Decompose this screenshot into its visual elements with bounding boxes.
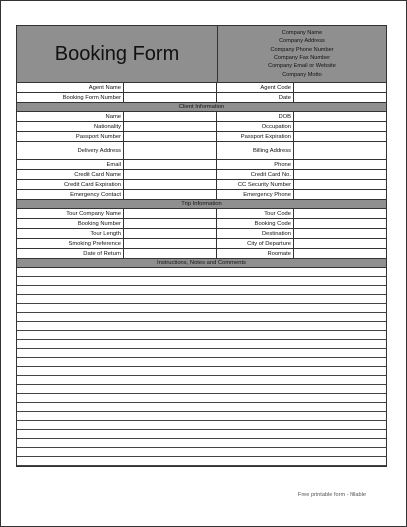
trip-rows (17, 209, 386, 259)
notes-line[interactable] (17, 439, 386, 448)
form-row (17, 142, 386, 160)
notes-line[interactable] (17, 295, 386, 304)
field-input[interactable] (293, 122, 386, 131)
notes-section-header: Instructions, Notes and Comments (17, 259, 386, 268)
field-input[interactable] (123, 190, 217, 199)
field-label: Date of Return (17, 249, 123, 258)
form-header (17, 26, 386, 83)
company-address: Company Address (279, 38, 325, 45)
field-label: Smoking Preference (17, 239, 123, 248)
field-label: CC Security Number (217, 180, 293, 189)
form-row (17, 112, 386, 122)
field-input[interactable] (293, 160, 386, 169)
field-input[interactable] (293, 239, 386, 248)
footer-text: Free printable form - fillable (297, 492, 366, 498)
field-label: Delivery Address (17, 142, 123, 159)
field-input[interactable] (123, 239, 217, 248)
field-label: Name (17, 112, 123, 121)
company-fax: Company Fax Number (273, 55, 331, 61)
field-label: Roomate (217, 249, 293, 258)
field-label: Credit Card No. (217, 170, 293, 179)
form-row (17, 209, 386, 219)
field-label: Destination (217, 229, 293, 238)
notes-line[interactable] (17, 403, 386, 412)
field-input[interactable] (123, 219, 217, 228)
notes-line[interactable] (17, 304, 386, 313)
field-label: Tour Code (217, 209, 293, 218)
notes-line[interactable] (17, 394, 386, 403)
field-input[interactable] (123, 93, 217, 102)
field-input[interactable] (293, 112, 386, 121)
trip-section-header: Trip Information (17, 200, 386, 209)
field-label: Emergency Phone (217, 190, 293, 199)
notes-line[interactable] (17, 277, 386, 286)
form-row (17, 122, 386, 132)
field-input[interactable] (123, 249, 217, 258)
field-label: Agent Name (17, 83, 123, 92)
company-motto: Company Motto (282, 71, 322, 78)
field-input[interactable] (293, 93, 386, 102)
field-label: Email (17, 160, 123, 169)
form-row (17, 160, 386, 170)
notes-line[interactable] (17, 340, 386, 349)
notes-line[interactable] (17, 457, 386, 466)
field-label: Emergency Contact (17, 190, 123, 199)
field-label: Nationality (17, 122, 123, 131)
notes-line[interactable] (17, 313, 386, 322)
form-row (17, 180, 386, 190)
notes-line[interactable] (17, 430, 386, 439)
form-row (17, 83, 386, 93)
field-label: Date (217, 93, 293, 102)
client-rows (17, 112, 386, 200)
field-input[interactable] (123, 209, 217, 218)
form-row (17, 93, 386, 103)
form-title: Booking Form (17, 26, 218, 82)
field-input[interactable] (123, 142, 217, 159)
field-input[interactable] (293, 83, 386, 92)
client-section-header: Client Information (17, 103, 386, 112)
field-label: Tour Company Name (17, 209, 123, 218)
field-label: Booking Code (217, 219, 293, 228)
notes-line[interactable] (17, 448, 386, 457)
notes-line[interactable] (17, 385, 386, 394)
notes-line[interactable] (17, 412, 386, 421)
field-input[interactable] (123, 83, 217, 92)
field-input[interactable] (293, 132, 386, 141)
field-label: Credit Card Name (17, 170, 123, 179)
notes-line[interactable] (17, 367, 386, 376)
top-rows (17, 83, 386, 103)
notes-line[interactable] (17, 286, 386, 295)
field-input[interactable] (293, 170, 386, 179)
notes-line[interactable] (17, 331, 386, 340)
notes-line[interactable] (17, 268, 386, 277)
field-label: Booking Form Number (17, 93, 123, 102)
field-label: City of Departure (217, 239, 293, 248)
field-label: Passport Expiration (217, 132, 293, 141)
field-input[interactable] (293, 190, 386, 199)
field-input[interactable] (293, 209, 386, 218)
field-input[interactable] (293, 142, 386, 159)
booking-form (16, 25, 387, 467)
company-email: Company Email or Website (268, 63, 336, 70)
form-row (17, 219, 386, 229)
notes-line[interactable] (17, 358, 386, 367)
field-label: Agent Code (217, 83, 293, 92)
field-label: Phone (217, 160, 293, 169)
company-name: Company Name (281, 29, 323, 36)
field-input[interactable] (293, 249, 386, 258)
field-input[interactable] (293, 229, 386, 238)
notes-line[interactable] (17, 322, 386, 331)
form-row (17, 170, 386, 180)
notes-line[interactable] (17, 376, 386, 385)
field-input[interactable] (123, 112, 217, 121)
notes-line[interactable] (17, 349, 386, 358)
company-info (218, 26, 386, 82)
field-label: Tour Length (17, 229, 123, 238)
form-row (17, 132, 386, 142)
field-label: Occupation (217, 122, 293, 131)
field-input[interactable] (123, 160, 217, 169)
company-phone: Company Phone Number (270, 46, 334, 53)
notes-line[interactable] (17, 421, 386, 430)
form-row (17, 249, 386, 259)
field-label: Booking Number (17, 219, 123, 228)
notes-lines (17, 268, 386, 467)
field-label: Passport Number (17, 132, 123, 141)
field-label: Billing Address (217, 142, 293, 159)
field-input[interactable] (293, 219, 386, 228)
field-input[interactable] (123, 180, 217, 189)
field-input[interactable] (123, 122, 217, 131)
form-row (17, 190, 386, 200)
field-input[interactable] (123, 229, 217, 238)
form-row (17, 239, 386, 249)
field-label: Credit Card Expiration (17, 180, 123, 189)
field-input[interactable] (123, 132, 217, 141)
form-row (17, 229, 386, 239)
field-input[interactable] (293, 180, 386, 189)
field-input[interactable] (123, 170, 217, 179)
field-label: DOB (217, 112, 293, 121)
